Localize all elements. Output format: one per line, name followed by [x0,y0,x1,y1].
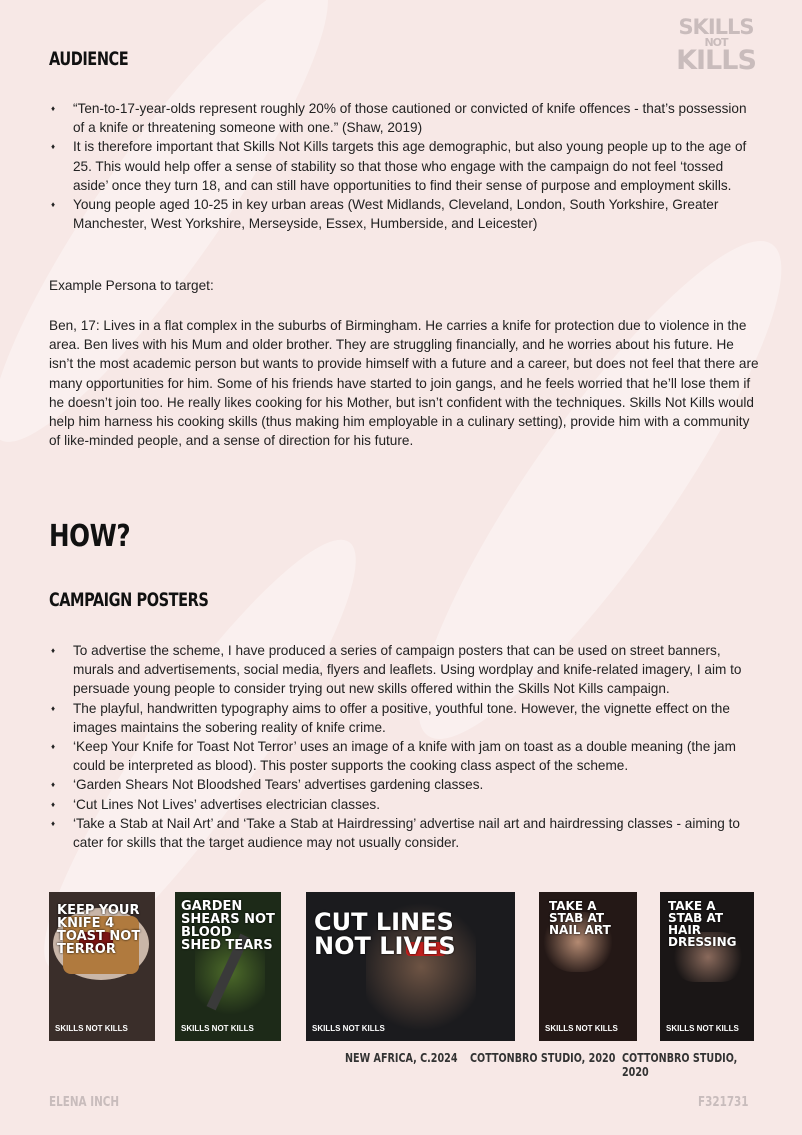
list-item: ♦ To advertise the scheme, I have produced a series of campaign posters that can be used on street banners, murals and advertisements, social media, flyers and leaflets. Using wordplay and knife-related imagery, I aim to persuade young people to consider trying out new skills offered within the Skills Not Kills campaign. [49,641,761,699]
poster-title: TAKE A STAB AT HAIR DRESSING [668,899,737,949]
poster-logo: SKILLS NOT KILLS [545,1024,618,1034]
list-item: ♦ “Ten-to-17-year-olds represent roughly 20% of those cautioned or convicted of knife offences - that’s possession of a knife or threatening someone with one.” (Shaw, 2019) [49,99,761,137]
image-credit: NEW AFRICA, C.2024 [345,1051,458,1065]
image-credit: COTTONBRO STUDIO, 2020 [470,1051,616,1065]
poster-cut-lines [306,892,515,1041]
posters-bullet-list [49,641,761,852]
poster-garden-shears [175,892,281,1041]
list-item: ♦ The playful, handwritten typography aims to offer a positive, youthful tone. However, the vignette effect on the images maintains the sobering reality of knife crime. [49,699,761,737]
persona-paragraph: Ben, 17: Lives in a flat complex in the suburbs of Birmingham. He carries a knife for protection due to violence in the area. Ben lives with his Mum and older brother. They are struggling financially, and he worries about his future. He isn’t the most academic person but wants to provide himself with a future and a career, but does not feel that there are many opportunities for him. Some of his friends have started to join gangs, and he feels worried that he’ll lose them if he doesn’t join too. He really likes cooking for his Mother, but isn’t confident with the techniques. Skills Not Kills would help him harness his cooking skills (thus making him employable in a culinary setting), provide him with a community of like-minded people, and a sense of direction for his future. [49,318,759,449]
how-heading: HOW? [49,519,131,554]
list-item: ♦ ‘Garden Shears Not Bloodshed Tears’ advertises gardening classes. [49,775,761,794]
list-item: ♦ ‘Cut Lines Not Lives’ advertises electrician classes. [49,795,761,814]
poster-logo: SKILLS NOT KILLS [181,1024,254,1034]
poster-title: GARDEN SHEARS NOT BLOOD SHED TEARS [181,899,275,953]
poster-logo: SKILLS NOT KILLS [666,1024,739,1034]
audience-heading: AUDIENCE [49,48,129,70]
list-item: ♦ ‘Take a Stab at Nail Art’ and ‘Take a Stab at Hairdressing’ advertise nail art and hairdressing classes - aiming to cater for skills that the target audience may not usually consider. [49,814,761,852]
skills-not-kills-logo [676,15,756,77]
persona-intro: Example Persona to target: [49,278,214,293]
poster-title: TAKE A STAB AT NAIL ART [549,899,611,937]
logo-line: SKILLS [678,15,754,39]
footer-student-id: F321731 [698,1095,749,1110]
poster-title: CUT LINES NOT LIVES [314,908,456,960]
logo-line: NOT [704,35,728,49]
poster-nail-art [539,892,637,1041]
list-item: ♦ Young people aged 10-25 in key urban areas (West Midlands, Cleveland, London, South Yorkshire, Greater Manchester, West Yorkshire, Merseyside, Essex, Humberside, and Leicester) [49,195,761,233]
list-item: ♦ ‘Keep Your Knife for Toast Not Terror’ uses an image of a knife with jam on toast as a double meaning (the jam could be interpreted as blood). This poster supports the cooking class aspect of the scheme. [49,737,761,775]
poster-hairdressing [660,892,754,1041]
poster-logo: SKILLS NOT KILLS [312,1024,385,1034]
poster-toast [49,892,155,1041]
image-credit: COTTONBRO STUDIO, 2020 [622,1051,738,1079]
audience-bullet-list [49,99,761,233]
footer-author: ELENA INCH [49,1095,120,1110]
logo-line: KILLS [676,45,756,77]
campaign-posters-heading: CAMPAIGN POSTERS [49,589,209,611]
poster-title: KEEP YOUR KNIFE 4 TOAST NOT TERROR [57,903,141,957]
poster-logo: SKILLS NOT KILLS [55,1024,128,1034]
list-item: ♦ It is therefore important that Skills Not Kills targets this age demographic, but also young people up to the age of 25. This would help offer a sense of stability so that those who engage with the campaign do not feel ‘tossed aside’ once they turn 18, and can still have opportunities to find their sense of purpose and employment skills. [49,137,761,195]
